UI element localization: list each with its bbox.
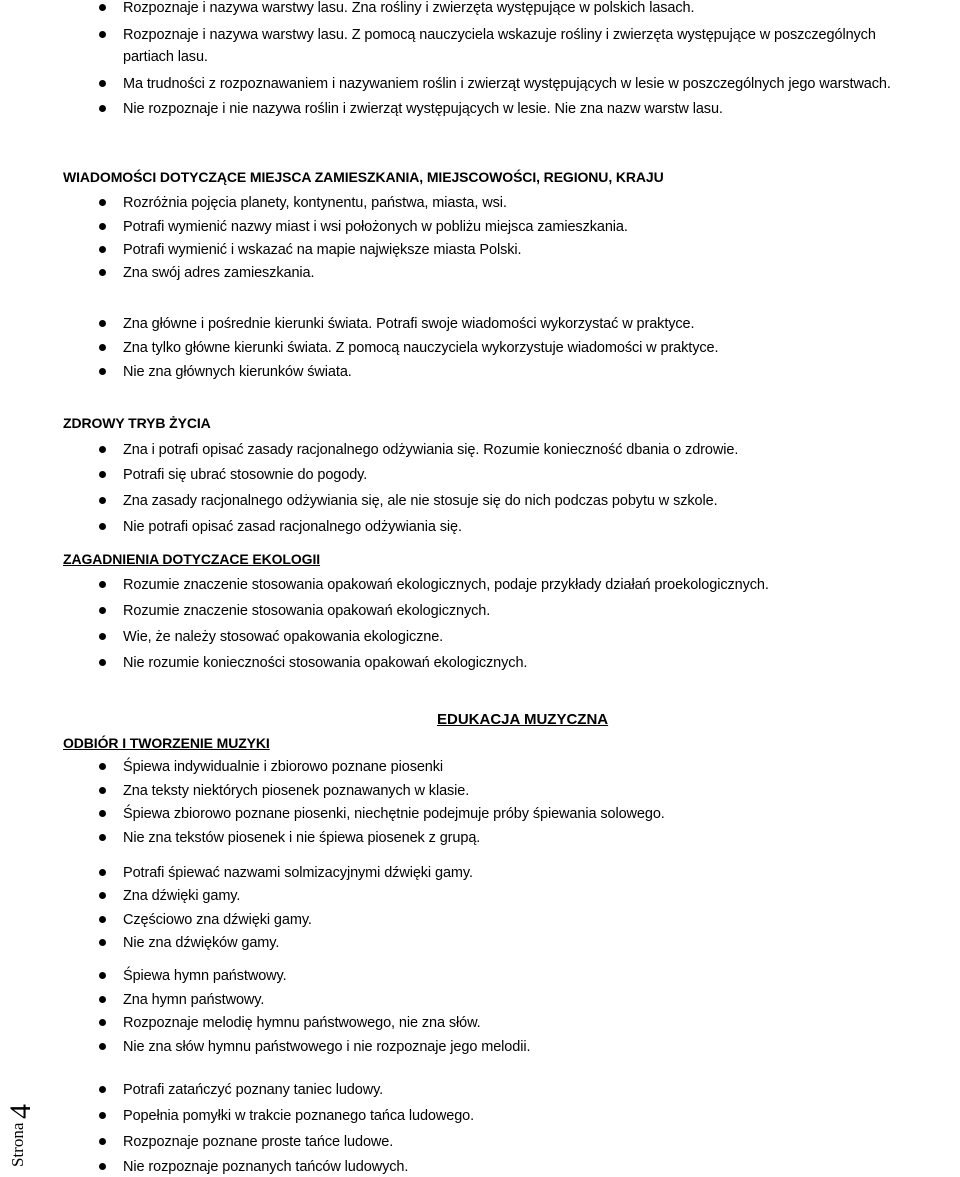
- list-bullet: [99, 939, 106, 946]
- list-bullet: [99, 1086, 106, 1093]
- list-item: Ma trudności z rozpoznawaniem i nazywaniem roślin i zwierząt występujących w lesie w poszczególnych jego warstwach.: [123, 76, 891, 92]
- list-bullet: [99, 269, 106, 276]
- list-bullet: [99, 972, 106, 979]
- list-item: Śpiewa indywidualnie i zbiorowo poznane piosenki: [123, 759, 444, 775]
- list-bullet: [99, 497, 106, 504]
- list-item: Nie zna dźwięków gamy.: [123, 935, 280, 951]
- list-bullet: [99, 869, 106, 876]
- list-bullet: [99, 446, 106, 453]
- list-bullet: [99, 105, 106, 112]
- list-item: Rozpoznaje i nazywa warstwy lasu. Zna rośliny i zwierzęta występujące w polskich lasach.: [123, 0, 695, 16]
- list-item: Rozpoznaje i nazywa warstwy lasu. Z pomocą nauczyciela wskazuje rośliny i zwierzęta występujące w poszczególnych: [123, 27, 876, 43]
- list-item: Zna hymn państwowy.: [123, 992, 265, 1008]
- list-bullet: [99, 246, 106, 253]
- list-item: Zna zasady racjonalnego odżywiania się, ale nie stosuje się do nich podczas pobytu w szkole.: [123, 493, 718, 509]
- list-item: Popełnia pomyłki w trakcie poznanego tańca ludowego.: [123, 1108, 475, 1124]
- list-item-continuation: partiach lasu.: [123, 49, 208, 65]
- list-item: Potrafi wymienić nazwy miast i wsi położonych w pobliżu miejsca zamieszkania.: [123, 219, 628, 235]
- section-heading: WIADOMOŚCI DOTYCZĄCE MIEJSCA ZAMIESZKANIA, MIEJSCOWOŚCI, REGIONU, KRAJU: [63, 169, 664, 185]
- list-bullet: [99, 1019, 106, 1026]
- list-item: Rozpoznaje poznane proste tańce ludowe.: [123, 1134, 394, 1150]
- list-bullet: [99, 320, 106, 327]
- page-title: EDUKACJA MUZYCZNA: [437, 711, 609, 728]
- list-item: Nie zna głównych kierunków świata.: [123, 364, 352, 380]
- list-bullet: [99, 1112, 106, 1119]
- list-item: Nie potrafi opisać zasad racjonalnego odżywiania się.: [123, 519, 462, 535]
- section-heading: ZDROWY TRYB ŻYCIA: [63, 415, 211, 431]
- list-item: Śpiewa zbiorowo poznane piosenki, niechętnie podejmuje próby śpiewania solowego.: [123, 806, 665, 822]
- list-bullet: [99, 1163, 106, 1170]
- list-bullet: [99, 1043, 106, 1050]
- list-item: Nie rozpoznaje poznanych tańców ludowych.: [123, 1159, 409, 1175]
- list-item: Nie zna słów hymnu państwowego i nie rozpoznaje jego melodii.: [123, 1039, 531, 1055]
- list-item: Nie zna tekstów piosenek i nie śpiewa piosenek z grupą.: [123, 830, 481, 846]
- list-item: Potrafi śpiewać nazwami solmizacyjnymi dźwięki gamy.: [123, 865, 473, 881]
- list-item: Zna tylko główne kierunki świata. Z pomocą nauczyciela wykorzystuje wiadomości w praktyce.: [123, 340, 719, 356]
- list-bullet: [99, 996, 106, 1003]
- list-bullet: [99, 223, 106, 230]
- list-item: Rozpoznaje melodię hymnu państwowego, nie zna słów.: [123, 1015, 481, 1031]
- list-bullet: [99, 344, 106, 351]
- page-word: Strona: [8, 1122, 27, 1167]
- list-item: Potrafi wymienić i wskazać na mapie największe miasta Polski.: [123, 242, 522, 258]
- page-number: 4: [4, 1104, 37, 1119]
- list-item: Zna główne i pośrednie kierunki świata. Potrafi swoje wiadomości wykorzystać w praktyce.: [123, 316, 695, 332]
- list-item: Zna swój adres zamieszkania.: [123, 265, 315, 281]
- list-item: Zna teksty niektórych piosenek poznawanych w klasie.: [123, 783, 470, 799]
- list-bullet: [99, 80, 106, 87]
- list-item: Rozumie znaczenie stosowania opakowań ekologicznych, podaje przykłady działań proekologicznych.: [123, 577, 769, 593]
- list-item: Nie rozumie konieczności stosowania opakowań ekologicznych.: [123, 655, 528, 671]
- list-bullet: [99, 633, 106, 640]
- section-heading: ODBIÓR I TWORZENIE MUZYKI: [63, 735, 270, 751]
- list-bullet: [99, 659, 106, 666]
- list-bullet: [99, 763, 106, 770]
- list-bullet: [99, 787, 106, 794]
- list-bullet: [99, 581, 106, 588]
- page-number-label: [4, 1085, 37, 1171]
- list-bullet: [99, 892, 106, 899]
- list-bullet: [99, 1138, 106, 1145]
- list-item: Zna i potrafi opisać zasady racjonalnego odżywiania się. Rozumie konieczność dbania o zdrowie.: [123, 442, 739, 458]
- list-bullet: [99, 368, 106, 375]
- list-item: Śpiewa hymn państwowy.: [123, 968, 287, 984]
- list-item: Rozróżnia pojęcia planety, kontynentu, państwa, miasta, wsi.: [123, 195, 507, 211]
- list-item: Potrafi zatańczyć poznany taniec ludowy.: [123, 1082, 384, 1098]
- list-item: Częściowo zna dźwięki gamy.: [123, 912, 312, 928]
- list-item: Potrafi się ubrać stosownie do pogody.: [123, 467, 368, 483]
- list-bullet: [99, 31, 106, 38]
- list-bullet: [99, 834, 106, 841]
- list-item: Nie rozpoznaje i nie nazywa roślin i zwierząt występujących w lesie. Nie zna nazw warstw lasu.: [123, 101, 723, 117]
- list-bullet: [99, 916, 106, 923]
- list-bullet: [99, 607, 106, 614]
- list-bullet: [99, 810, 106, 817]
- list-bullet: [99, 4, 106, 11]
- list-item: Zna dźwięki gamy.: [123, 888, 241, 904]
- list-item: Rozumie znaczenie stosowania opakowań ekologicznych.: [123, 603, 491, 619]
- section-heading: ZAGADNIENIA DOTYCZACE EKOLOGII: [63, 551, 321, 567]
- list-bullet: [99, 471, 106, 478]
- list-item: Wie, że należy stosować opakowania ekologiczne.: [123, 629, 444, 645]
- list-bullet: [99, 199, 106, 206]
- list-bullet: [99, 523, 106, 530]
